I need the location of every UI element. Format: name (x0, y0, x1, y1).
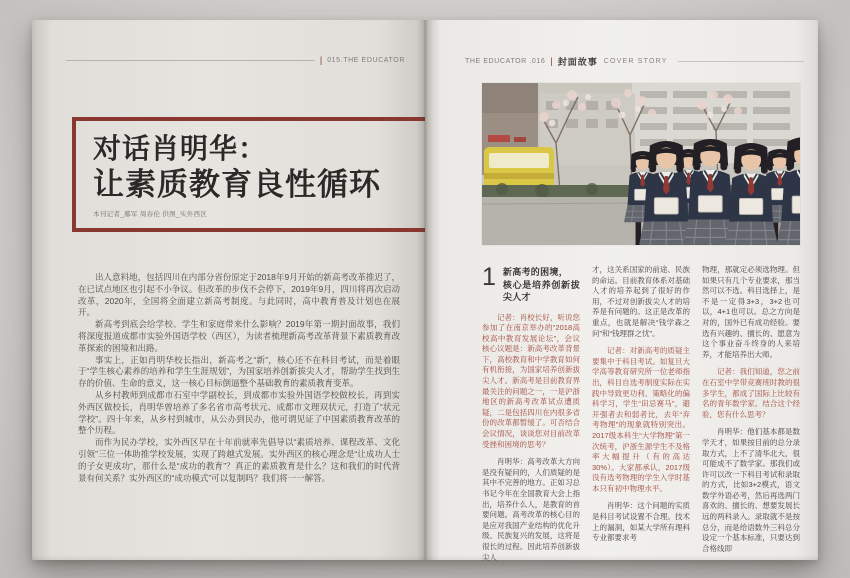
intro-text (78, 272, 400, 484)
intro-paragraph: 新高考到底会给学校、学生和家庭带来什么影响？2019年第一期封面故事，我们将深度报道成都市实验外国语学校（西区），为读者梳理新高考改革背景下素质教育改革探索的困境和出路。 (78, 319, 400, 353)
intro-paragraph: 从乡村教师到成都市石室中学副校长，到成都市实验外国语学校做校长，再到实外西区做校长，肖明华曾培养了多名省市高考状元、成都市文理双状元，打造了“状元学校”。四十年来，从乡村到城市，从公办到民办，他可谓见证了中国素质教育改革的整个历程。 (78, 389, 400, 436)
byline: 本刊记者_鄢军 周春伦 供图_实外西区 (93, 211, 208, 218)
interview-answer-continued: 物理，那就定必须选物理。但如果只有几个专业要求，那当然可以不选。科目选择上，是不是一定得3+3，3+2也可以，4+1也可以。总之方向是对的，国外已有成功经验。要选有兴趣的、擅长的、愿意为这个事业奋斗终身的人来培养，才能培养出大师。 (702, 265, 800, 359)
section-title-line2: 核心是培养创新拔尖人才 (502, 279, 580, 302)
interview-answer-continued: 才，这关系国家的前途、民族的命运。目前教育体系对基础人才的培养起到了很好的作用，不过对创新拔尖人才的培养是有问题的。这正是改革的重点，也就是解决“钱学森之问”和“钱理群之忧”。 (592, 265, 690, 338)
interview-columns (482, 263, 800, 562)
intro-paragraph: 事实上，正如肖明华校长指出，新高考之“新”，核心还不在科目考试，而是着眼于“学生核心素养的培养和学生生涯规划”，为国家培养创新拔尖人才，帮助学生找到生存的价值、生命的意义，这一核心目标倒逼整个基础教育的素质教育变革。 (78, 354, 400, 389)
header-separator: | (550, 56, 553, 66)
article-title-line1: 对话肖明华： (93, 133, 268, 164)
left-page-header (66, 56, 405, 65)
section-heading (482, 265, 580, 304)
interview-question: 记者：我们知道，您之前在石室中学带竞赛班时教的很多学生，都成了国际上比较有名的青年数学家。结合这个经验，您有什么思考？ (702, 367, 800, 419)
column-3 (702, 265, 800, 557)
column-1 (482, 263, 580, 562)
left-folio: 015.THE EDUCATOR (327, 57, 405, 64)
section-number: 1 (482, 263, 496, 291)
section-title-line1: 新高考的困境， (502, 267, 569, 277)
section-label-cn: 封面故事 (557, 57, 598, 67)
students-photo (482, 83, 800, 245)
article-title-line2: 让素质教育良性循环 (93, 167, 381, 202)
intro-paragraph: 出人意料地，包括四川在内部分省份原定于2018年9月开始的新高考改革推迟了，在已试点地区也引起不小争议。但改革的步伐不会停下，2019年9月，四川将再次启动改革，2020年，全国将全面建立新高考制度。与此同时，高中教育普及计划也在展开。 (78, 272, 400, 318)
article-title-block (72, 117, 425, 232)
left-page (32, 20, 425, 560)
column-2 (592, 265, 690, 557)
section-title (503, 265, 580, 304)
interview-answer: 肖明华：高考改革大方向是没有疑问的，人们质疑的是其中不完善的地方。正如习总书记今年在全国教育大会上指出，培养什么人，是教育的首要问题。高考改革的核心目的是应对我国产业结构的优化升级、民族复兴的发展，这将是很长的过程。因此培养创新拔尖人 (482, 457, 580, 562)
header-rule (678, 61, 804, 62)
interview-question: 记者：肖校长好，听说您参加了在南京举办的“2018高校高中教育发展论坛”，会议核心议题是：新高考改革背景下，高校教育和中学教育如何有机衔接，为国家培养创新拔尖人才。新高考是目前教育界最关注的问题之一，一是沪浙地区的新高考改革试点遭质疑，二是包括四川在内很多省份的改革都暂缓了。可否结合会议情况，谈谈您对目前改革受挫和困境的思考？ (482, 312, 580, 449)
right-page-header (465, 55, 804, 68)
interview-question: 记者：对新高考的质疑主要集中于科目考试。如复旦大学高等教育研究所一位老师指出，科目自选考制度实际在实践中导致更功利、策略化的偏科学习，学生“田忌赛马”，避开强者去和弱者比，去年“弃考物理”的现象就特别突出。2017级本科生“大学物理”第一次统考，沪浙生源学生不及格率大幅提升（有的高达30%）。大家都承认，2017级没有选考物理的学生入学时基本只有初中物理水平。 (592, 346, 690, 493)
header-rule (66, 60, 315, 61)
intro-paragraph: 而作为民办学校，实外西区早在十年前就率先倡导以“素质培养、课程改革、文化引领”三位一体助推学校发展，实现了跨越式发展。实外西区的核心理念是“让成功人士的子女更成功”，那什么是“成功的教育”？真正的素质教育是什么？这和我们的时代背景有何关系？实外西区的“成功模式”可以复制吗？我们将一一解答。 (78, 437, 400, 483)
section-label-en: COVER STORY (603, 58, 668, 65)
magazine-spread (32, 20, 818, 560)
right-page (425, 20, 818, 560)
right-folio: THE EDUCATOR .016 (465, 58, 546, 65)
interview-answer: 肖明华：他们基本都是数学天才，如果按目前的总分录取方式，上不了清华北大，很可能成不了数学家。那我们或许可以改一下科目考试和录取的方式，比如3+2模式，语文数学外语必考，然后再选两门喜欢的、擅长的、想要发展长远的两科录入。录取就不是按总分，而是给语数外三科总分设定一个基本标准，只要达到合格线即 (702, 427, 800, 553)
header-separator: | (319, 55, 323, 65)
interview-answer: 肖明华：这个问题的实质是科目考试设置不合理。技术上的漏洞，如某大学所有理科专业都要求考 (592, 501, 690, 543)
